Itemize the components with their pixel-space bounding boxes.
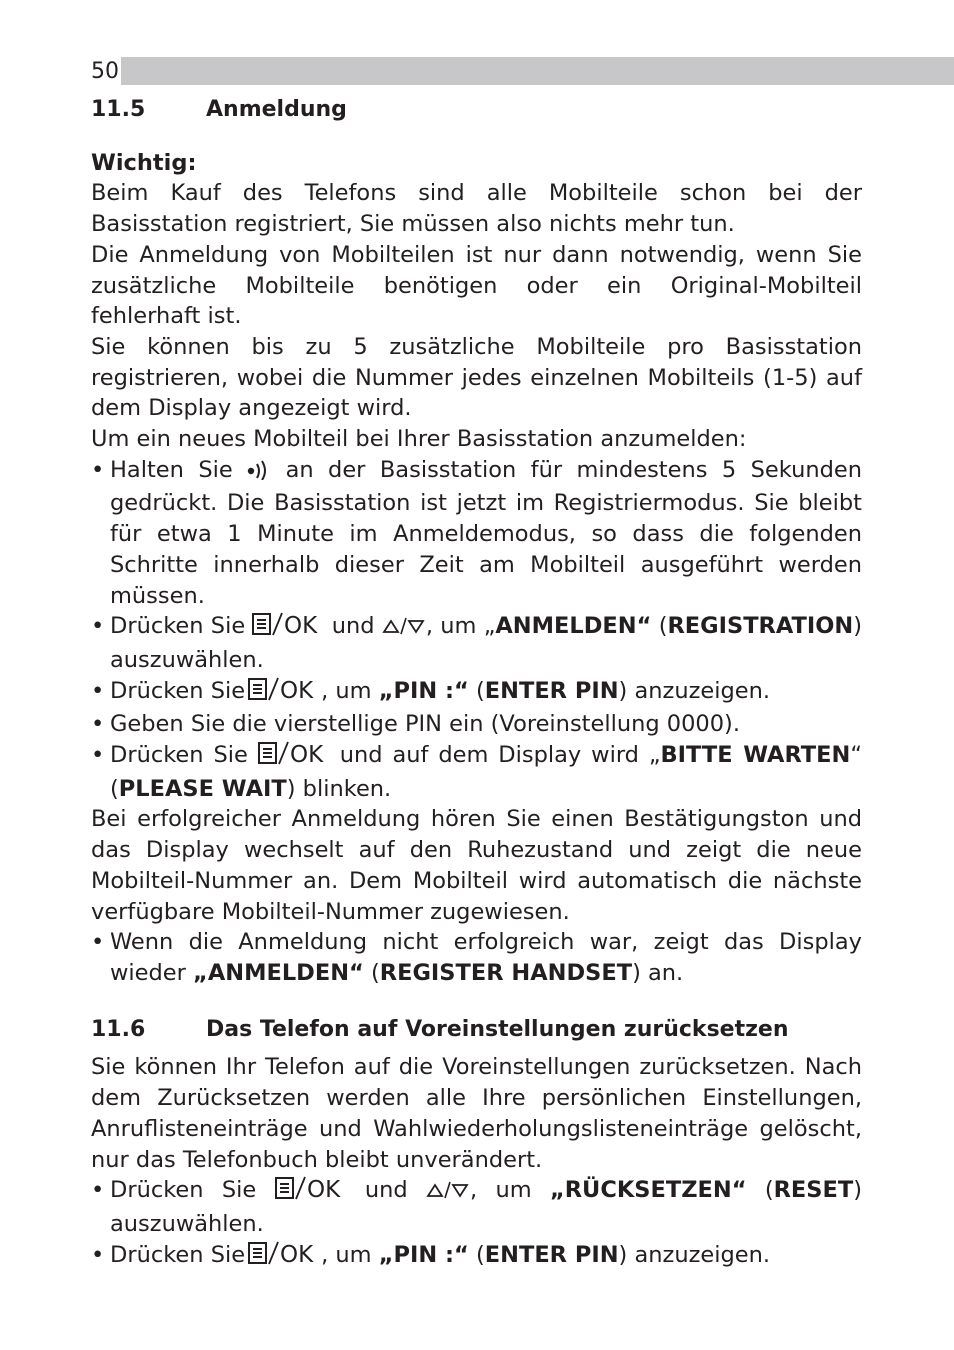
menu-term: REGISTRATION [667,613,854,640]
page-content [91,95,862,1273]
page-number: 50 [91,59,119,84]
menu-term: RESET [773,1177,854,1204]
text: Drücken Sie [110,1241,246,1268]
svg-text:OK: OK [280,677,314,701]
menu-term: BITTE WARTEN [660,742,851,769]
text: an der Basisstation für mindestens 5 Sekunden gedrückt. Die Basisstation ist jetzt im Registriermodus. Sie bleibt für etwa 1 Minute im Anmeldemodus, so dass die folgenden Schritte innerhalb dieser Zeit am Mobilteil ausgeführt werden müssen. [110,456,862,609]
menu-ok-icon [275,1176,347,1209]
text: ( [475,1241,485,1268]
menu-term: ANMELDEN“ [495,613,652,640]
up-down-arrows-icon [426,1178,470,1209]
list-item [91,927,862,988]
text: Geben Sie die vierstellige PIN ein (Voreinstellung 0000). [110,711,740,738]
menu-ok-icon [245,677,321,710]
up-down-arrows-icon [382,614,426,645]
menu-term: „RÜCKSETZEN“ [549,1177,747,1204]
bullet: • [91,1241,105,1268]
list-item [91,740,862,804]
menu-term: ENTER PIN [484,1241,619,1268]
svg-text:OK: OK [289,742,323,766]
text: und auf dem Display wird „ [339,742,661,769]
section-number: 11.5 [91,97,146,122]
bullet: • [91,1177,105,1204]
menu-term: PLEASE WAIT [118,775,287,802]
text: , um [321,677,372,704]
menu-term: „ANMELDEN“ [193,959,364,986]
menu-ok-icon [252,612,324,645]
list-item [91,709,862,740]
text: und [364,1177,408,1204]
menu-term: „PIN :“ [378,677,469,704]
menu-ok-icon [245,1241,321,1274]
text: Drücken Sie [110,1177,257,1204]
text: Wenn die Anmeldung nicht erfolgreich war, zeigt das Display wieder [110,929,862,986]
text: ( [370,959,380,986]
text: und [331,613,375,640]
text: , um [321,1241,372,1268]
section-title: Das Telefon auf Voreinstellungen zurücksetzen [206,1016,789,1042]
page-header-bar [91,57,954,85]
section-heading-11-5 [91,95,862,126]
menu-term: „PIN :“ [378,1241,469,1268]
list-item [91,676,862,710]
paragraph: Die Anmeldung von Mobilteilen ist nur dann notwendig, wenn Sie zusätzliche Mobilteile benötigen oder ein Original-Mobilteil fehlerhaft ist. [91,241,862,330]
text: ( [764,1177,774,1204]
paragraph: Um ein neues Mobilteil bei Ihrer Basisstation anzumelden: [91,426,747,453]
text: “ ( [110,742,862,802]
bullet: • [91,677,105,704]
text: ) auszuwählen. [110,1177,862,1237]
text: ) auszuwählen. [110,613,863,673]
bullet: • [91,613,105,640]
text: ) anzuzeigen. [618,1241,771,1268]
bullet: • [91,711,105,738]
svg-text:OK: OK [280,1241,314,1265]
text: ( [658,613,668,640]
list-item [91,455,862,612]
bullet: • [91,742,105,769]
bullet: • [91,929,105,956]
paragraph: Beim Kauf des Telefons sind alle Mobilteile schon bei der Basisstation registriert, Sie müssen also nichts mehr tun. [91,180,862,238]
list-item [91,1240,862,1274]
paragraph: Sie können bis zu 5 zusätzliche Mobilteile pro Basisstation registrieren, wobei die Nummer jedes einzelnen Mobilteils (1-5) auf dem Display angezeigt wird. [91,333,862,422]
paragraph: Bei erfolgreicher Anmeldung hören Sie einen Bestätigungston und das Display wechselt auf den Ruhezustand und zeigt die neue Mobilteil-Nummer an. Dem Mobilteil wird automatisch die nächste verfügbare Mobilteil-Nummer zugewiesen. [91,806,862,925]
svg-text:OK: OK [306,1177,340,1201]
text: Drücken Sie [110,742,248,769]
paging-icon [247,458,271,489]
text: ) an. [632,959,684,986]
section-title: Anmeldung [206,97,347,122]
menu-ok-icon [258,741,330,774]
paragraph: Sie können Ihr Telefon auf die Voreinstellungen zurücksetzen. Nach dem Zurücksetzen werden alle Ihre persönlichen Einstellungen, Anruflisteneinträge und Wahlwiederholungslisteneinträge gelöscht, nur das Telefonbuch bleibt unverändert. [91,1054,862,1173]
list-item [91,611,862,675]
text: ) blinken. [286,775,392,802]
svg-text:OK: OK [284,613,318,637]
important-label: Wichtig: [91,149,197,176]
text: ( [475,677,485,704]
text: ) anzuzeigen. [618,677,771,704]
text: , um „ [425,613,496,640]
text: , um [469,1177,532,1204]
menu-term: REGISTER HANDSET [379,959,633,986]
list-item [91,1175,862,1239]
text: Halten Sie [110,456,233,483]
section-heading-11-6 [91,1015,862,1046]
text: Drücken Sie [110,613,246,640]
menu-term: ENTER PIN [484,677,619,704]
bullet: • [91,456,105,483]
section-number: 11.6 [91,1016,146,1042]
text: Drücken Sie [110,677,246,704]
